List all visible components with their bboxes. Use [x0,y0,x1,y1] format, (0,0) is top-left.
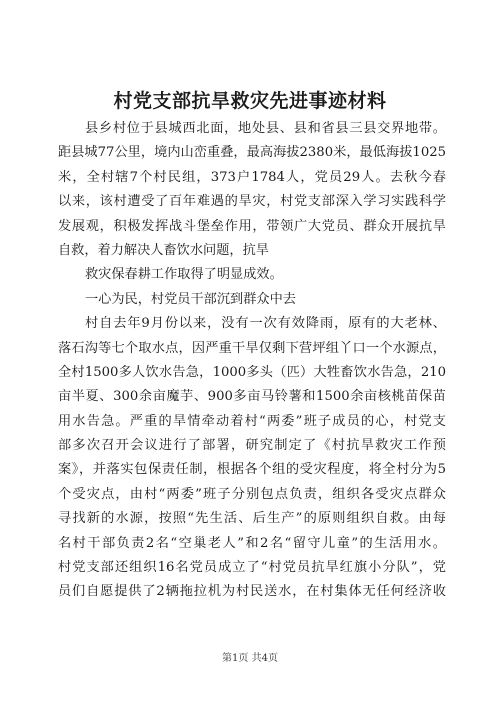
paragraph-line: 用水告急。严重的旱情牵动着村“两委”班子成员的心，村党支 [58,413,446,429]
document-body [58,117,446,605]
paragraph-line: 案》，并落实包保责任制，根据各个组的受灾程度，将全村分为5 [58,462,446,478]
section-heading: 一心为民，村党员干部沉到群众中去 [85,291,296,307]
paragraph-line: 米，全村辖7个村民组，373户1784人，党员29人。去秋今春 [58,169,446,185]
paragraph-line: 全村1500多人饮水告急，1000多头（匹）大牲畜饮水告急，210 [58,364,446,380]
paragraph-line: 县乡村位于县城西北面，地处县、县和省县三县交界地带。 [85,121,446,136]
paragraph-line: 自救，着力解决人畜饮水问题，抗旱 [58,242,269,258]
paragraph-line: 救灾保春耕工作取得了明显成效。 [85,267,283,283]
paragraph-line: 亩半夏、300余亩魔芋、900多亩马铃薯和1500余亩核桃苗保苗 [58,389,446,405]
paragraph-line: 落石沟等七个取水点，因严重干旱仅剩下营坪组丫口一个水源点， [58,340,446,356]
paragraph-line: 村党支部还组织16名党员成立了“村党员抗旱红旗小分队”，党 [58,560,446,576]
paragraph-line: 员们自愿提供了2辆拖拉机为村民送水，在村集体无任何经济收 [58,584,446,600]
paragraph-line: 村自去年9月份以来，没有一次有效降雨，原有的大老林、 [85,316,446,332]
paragraph-line: 名村干部负责2名“空巢老人”和2名“留守儿童”的生活用水。 [58,535,446,551]
paragraph-line: 以来，该村遭受了百年难遇的旱灾，村党支部深入学习实践科学 [58,194,446,210]
paragraph-line: 发展观，积极发挥战斗堡垒作用，带领广大党员、群众开展抗旱 [58,218,446,234]
paragraph-line: 个受灾点，由村“两委”班子分别包点负责，组织各受灾点群众 [58,486,446,502]
paragraph-line: 部多次召开会议进行了部署，研究制定了《村抗旱救灾工作预 [58,438,446,454]
page-number: 第1页 共4页 [222,653,278,664]
document-title: 村党支部抗旱救灾先进事迹材料 [113,90,387,112]
paragraph-line: 距县城77公里，境内山峦重叠，最高海拔2380米，最低海拔1025 [58,145,446,161]
paragraph-line: 寻找新的水源，按照“先生活、后生产”的原则组织自救。由每 [58,511,446,527]
